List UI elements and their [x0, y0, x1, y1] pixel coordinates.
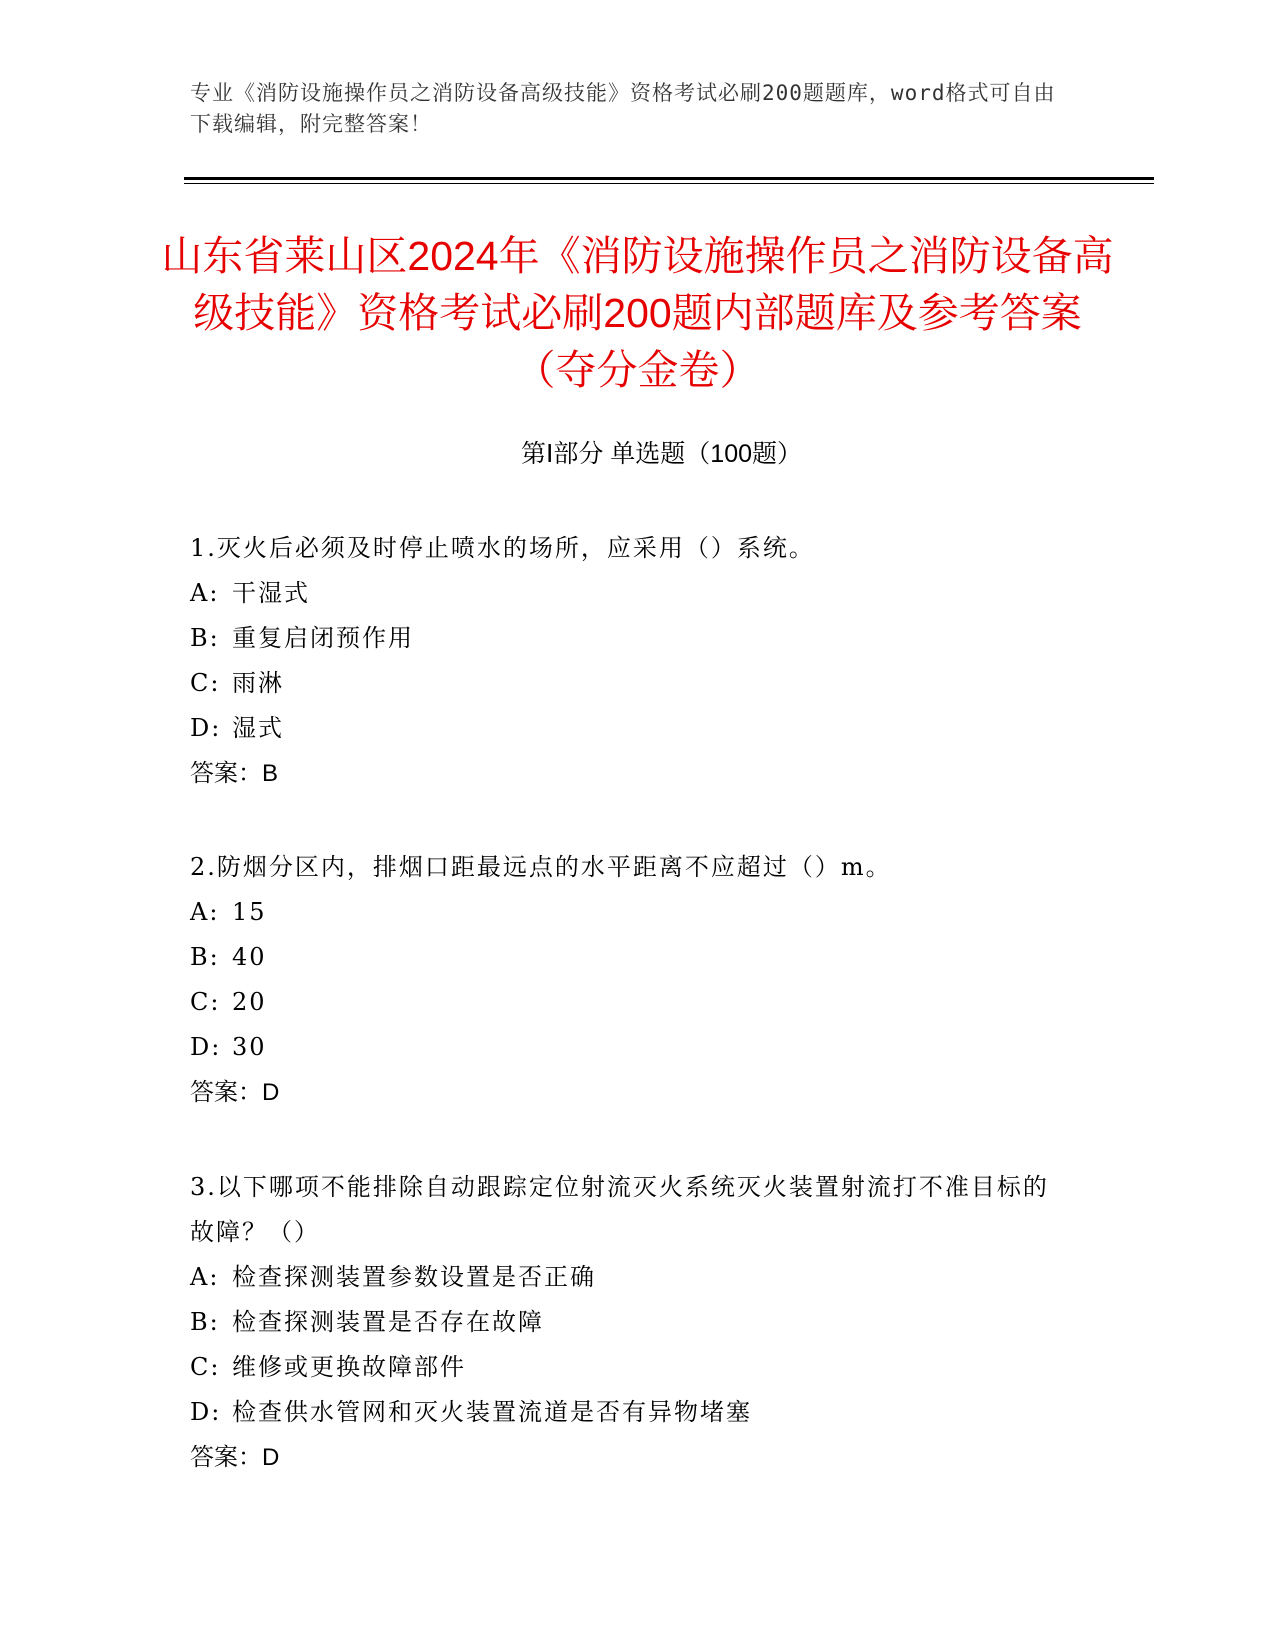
option-d	[190, 1390, 1070, 1435]
header-divider-thick	[184, 177, 1154, 180]
header-note: 专业《消防设施操作员之消防设备高级技能》资格考试必刷200题题库，word格式可自由下载编辑，附完整答案！	[190, 81, 1056, 136]
question-stem: 1.灭火后必须及时停止喷水的场所，应采用（）系统。	[190, 534, 815, 562]
option-letter: B:	[190, 943, 220, 971]
option-text: 检查探测装置参数设置是否正确	[232, 1263, 596, 1291]
option-c	[190, 1345, 1070, 1390]
option-letter: B:	[190, 1308, 220, 1336]
section-heading: 第Ⅰ部分 单选题（100题）	[520, 440, 803, 468]
option-letter: C:	[190, 988, 221, 1016]
option-text: 40	[232, 943, 267, 971]
option-text: 重复启闭预作用	[232, 624, 414, 652]
answer-line: 答案：D	[190, 1079, 280, 1106]
question-stem: 3.以下哪项不能排除自动跟踪定位射流灭火系统灭火装置射流打不准目标的故障？（）	[190, 1173, 1049, 1246]
option-a	[190, 1255, 1070, 1300]
question-3	[190, 1165, 1070, 1480]
option-text: 湿式	[232, 714, 284, 742]
answer-line: 答案：B	[190, 760, 279, 787]
option-c	[190, 980, 1070, 1025]
option-b	[190, 935, 1070, 980]
option-text: 检查供水管网和灭火装置流道是否有异物堵塞	[232, 1398, 752, 1426]
option-d	[190, 706, 1070, 751]
option-c	[190, 661, 1070, 706]
option-letter: C:	[190, 1353, 221, 1381]
option-text: 15	[232, 898, 267, 926]
option-text: 雨淋	[232, 669, 284, 697]
option-letter: A:	[190, 1263, 220, 1291]
option-letter: B:	[190, 624, 220, 652]
option-letter: D:	[190, 1398, 222, 1426]
answer-line: 答案：D	[190, 1444, 280, 1471]
option-b	[190, 1300, 1070, 1345]
option-letter: C:	[190, 669, 221, 697]
option-letter: D:	[190, 1033, 222, 1061]
option-a	[190, 571, 1070, 616]
header-divider-thin	[184, 183, 1154, 184]
option-text: 维修或更换故障部件	[232, 1353, 466, 1381]
option-text: 30	[232, 1033, 267, 1061]
option-text: 20	[232, 988, 267, 1016]
option-b	[190, 616, 1070, 661]
document-title: 山东省莱山区2024年《消防设施操作员之消防设备高级技能》资格考试必刷200题内部题库及参考答案（夺分金卷）	[161, 233, 1114, 393]
option-text: 检查探测装置是否存在故障	[232, 1308, 544, 1336]
option-letter: D:	[190, 714, 222, 742]
question-stem: 2.防烟分区内，排烟口距最远点的水平距离不应超过（）m。	[190, 853, 892, 881]
question-2	[190, 845, 1070, 1115]
option-d	[190, 1025, 1070, 1070]
option-letter: A:	[190, 579, 220, 607]
option-a	[190, 890, 1070, 935]
option-text: 干湿式	[232, 579, 310, 607]
question-1	[190, 526, 1070, 796]
option-letter: A:	[190, 898, 220, 926]
